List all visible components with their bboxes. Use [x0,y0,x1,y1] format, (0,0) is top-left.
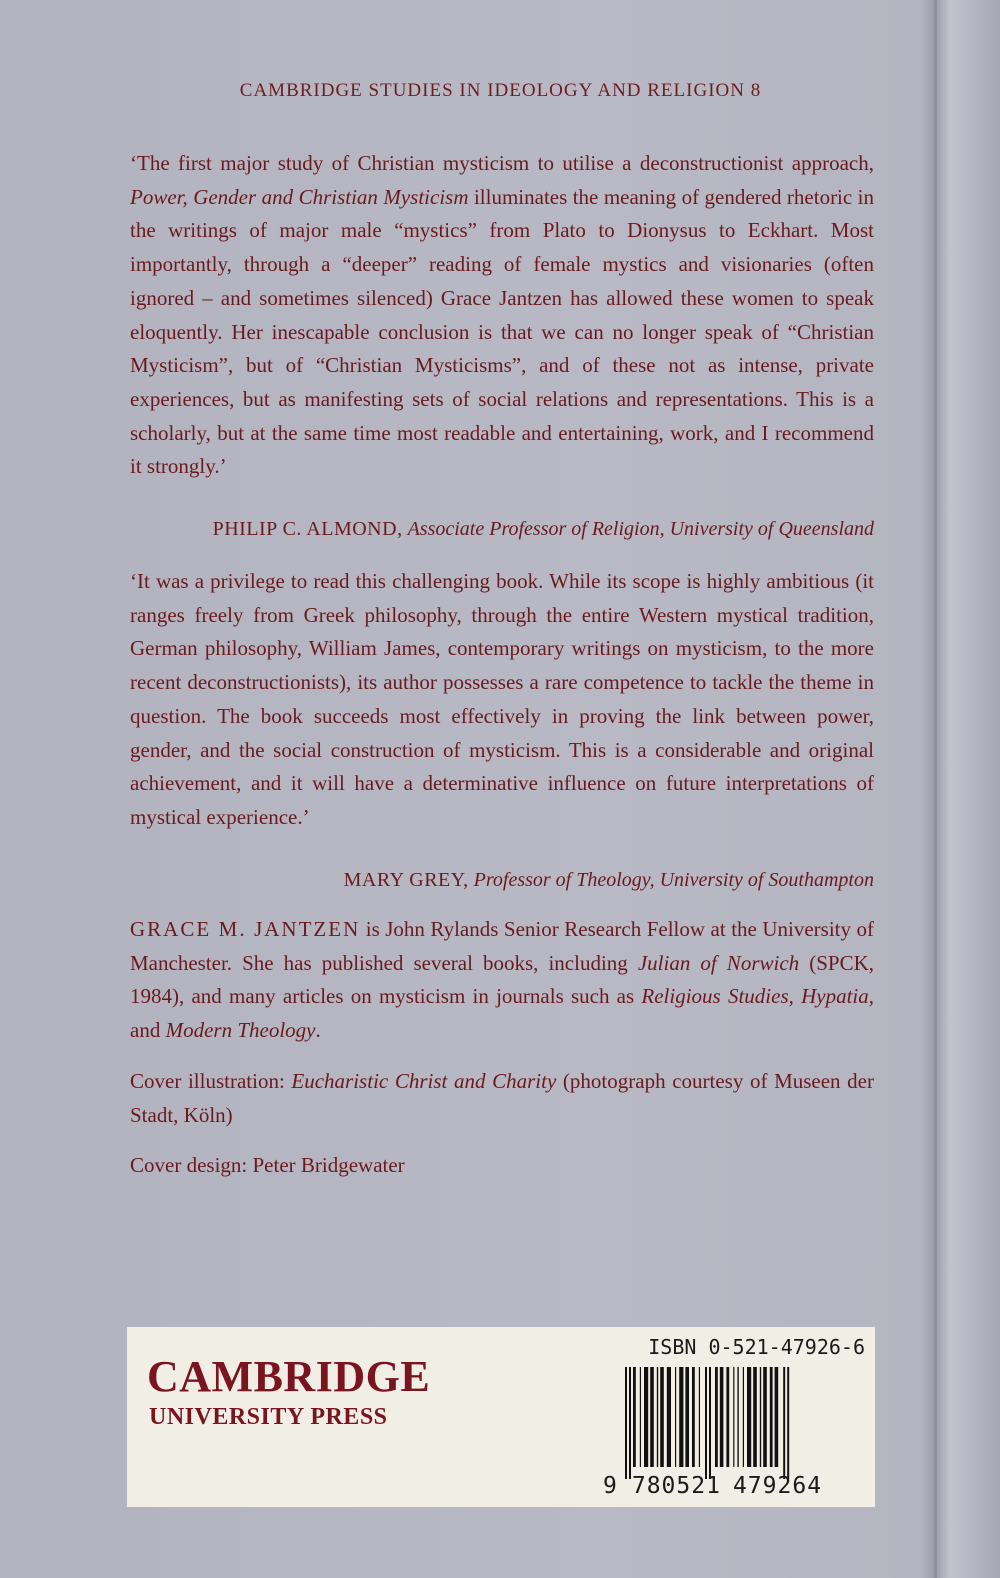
barcode-bar [667,1367,671,1467]
bio-text: (SPCK, 1984), and many articles on mysticism in journals such as [130,950,874,1009]
ean-first-digit: 9 [603,1473,618,1499]
barcode-bar [657,1367,658,1467]
barcode-bar [747,1367,751,1467]
review-quote-2: ‘It was a privilege to read this challenging book. While its scope is highly ambitious (it ranges freely from Greek philosophy, through the entire Western mystical tradition, German philosophy, William James, contemporary writings on mysticism, to the more recent deconstructionists), its author possesses a rare competence to tackle the theme in question. The book succeeds most effectively in proving the link between power, gender, and the social construction of mysticism. This is a considerable and original achievement, and it will have a determinative influence on future interpretations of mystical experience.’ [130,569,874,829]
barcode-bar [640,1367,641,1467]
barcode-bar [699,1367,700,1467]
barcode-bar [705,1367,707,1479]
barcode-bar [787,1367,789,1479]
bio-text: and [130,1018,166,1043]
review-attribution-1 [213,518,874,541]
barcode-bar [629,1367,631,1479]
barcode-bar [763,1367,767,1467]
barcode-bar [685,1367,689,1467]
cover-design-credit: Cover design: Peter Bridgewater [130,1153,405,1177]
reviewer-role: Professor of Theology, University of Southampton [473,869,874,891]
barcode-bar [679,1367,683,1467]
ean-left-group: 780521 [631,1473,721,1499]
author-name: GRACE M. JANTZEN [130,917,361,941]
ean-digits [603,1473,865,1499]
barcode-bar [660,1367,664,1467]
isbn-barcode-block [603,1335,865,1500]
barcode-bar [644,1367,648,1467]
barcode-bar [675,1367,676,1467]
series-title: CAMBRIDGE STUDIES IN IDEOLOGY AND RELIGION 8 [239,80,762,101]
publisher-panel [127,1327,875,1507]
barcode-bar [743,1367,744,1467]
barcode-bar [760,1367,761,1467]
cover-illustration-credit [130,1065,874,1132]
barcode-bar [783,1367,785,1479]
barcode-bar [650,1367,654,1467]
barcode-icon [603,1367,865,1479]
barcode-bar [733,1367,734,1467]
author-bio [130,913,874,1048]
reviewer-name: PHILIP C. ALMOND, [212,518,403,540]
review-quote-1 [130,147,874,484]
reviewer-role: Associate Professor of Religion, University of Queensland [407,518,874,540]
barcode-bar [775,1367,779,1467]
barcode-bar [633,1367,636,1467]
artwork-title: Eucharistic Christ and Charity [291,1069,557,1093]
credit-text: (photograph courtesy of Museen der Stadt, Köln) [130,1069,874,1127]
quote-text: illuminates the meaning of gendered rhetoric in the writings of major male “mystics” from Plato to Dionysus to Eckhart. Most importantly, through a “deeper” reading of female mystics and visionaries (often ignored – and sometimes silenced) Grace Jantzen has allowed these women to speak eloquently. Her inescapable conclusion is that we can no longer speak of “Christian Mysticism”, but of “Christian Mysticisms”, and of these not as intense, private experiences, but as manifesting sets of social relations and representations. This is a scholarly, but at the same time most readable and entertaining, work, and I recommend it strongly.’ [130,184,874,479]
bio-book-title: Julian of Norwich [637,950,800,975]
barcode-bar [709,1367,711,1479]
bio-journal: Religious Studies, Hypatia, [641,984,874,1009]
ean-right-group: 479264 [732,1473,823,1499]
bio-text: . [315,1018,321,1043]
publisher-logo-subtitle: UNIVERSITY PRESS [149,1404,388,1430]
quote-text: ‘The first major study of Christian mysticism to utilise a deconstructionist approach, [130,151,874,175]
review-attribution-2 [344,869,874,892]
barcode-bar [726,1367,729,1467]
publisher-logo: CAMBRIDGE [147,1352,431,1401]
book-title: Power, Gender and Christian Mysticism [130,184,469,209]
barcode-bar [720,1367,724,1467]
spine-edge [934,0,937,1578]
barcode-bar [715,1367,718,1467]
bio-journal: Modern Theology [165,1018,316,1043]
barcode-bar [737,1367,738,1467]
reviewer-name: MARY GREY, [343,869,469,891]
isbn-label: ISBN 0-521-47926-6 [648,1335,865,1359]
bio-text: is John Rylands Senior Research Fellow at the University of Manchester. She has published several books, including [130,917,874,975]
barcode-bar [753,1367,757,1467]
barcode-bar [692,1367,695,1467]
barcode-bar [770,1367,773,1467]
barcode-bar [625,1367,627,1479]
credit-text: Cover illustration: [130,1069,292,1093]
